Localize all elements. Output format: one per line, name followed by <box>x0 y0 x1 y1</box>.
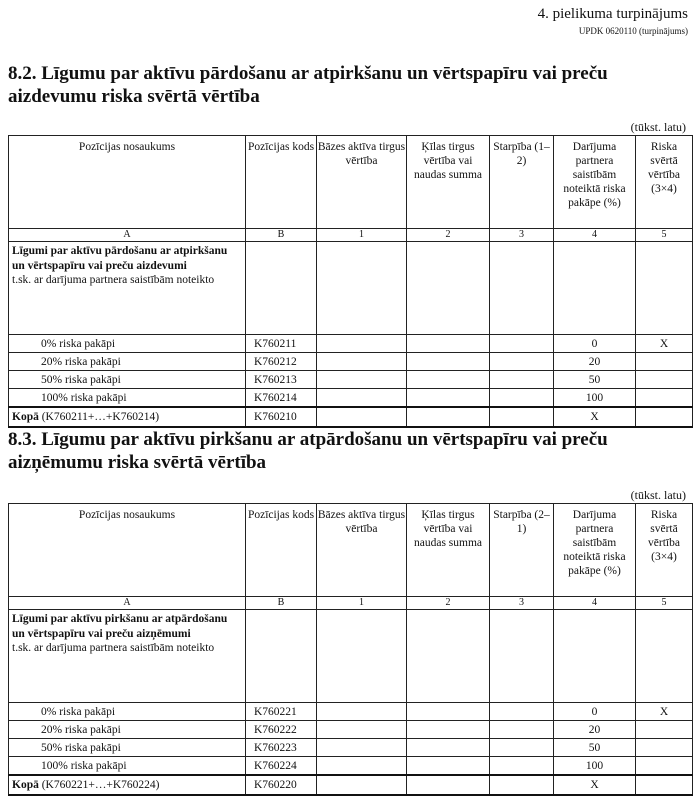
value-cell[interactable] <box>407 703 490 721</box>
letter-5: 5 <box>636 229 693 242</box>
table-row <box>9 371 693 389</box>
value-cell[interactable] <box>407 757 490 776</box>
risk-level-cell: 100 <box>554 757 636 776</box>
intro-heading: Līgumi par aktīvu pirkšanu ar atpārdošanu un vērtspapīru vai preču aizņēmumi <box>12 613 228 640</box>
column-letters-row <box>9 597 693 610</box>
row-code: K760224 <box>246 757 317 776</box>
row-code: K760221 <box>246 703 317 721</box>
column-letters-row <box>9 229 693 242</box>
risk-level-cell: 20 <box>554 721 636 739</box>
value-cell[interactable] <box>317 739 407 757</box>
section-title-8-3: 8.3. Līgumu par aktīvu pirkšanu ar atpārdošanu un vērtspapīru vai preču aizņēmumu riska svērtā vērtība <box>8 429 608 473</box>
value-cell[interactable] <box>317 703 407 721</box>
value-cell[interactable] <box>317 721 407 739</box>
value-cell[interactable] <box>317 389 407 408</box>
weighted-cell[interactable] <box>636 721 693 739</box>
total-label: Kopā (K760221+…+K760224) <box>9 775 246 795</box>
letter-1: 1 <box>317 597 407 610</box>
value-cell[interactable] <box>317 353 407 371</box>
letter-4: 4 <box>554 597 636 610</box>
risk-level-cell: X <box>554 775 636 795</box>
form-code: UPDK 0620110 (turpinājums) <box>578 26 688 36</box>
col-header-risk-level: Darījuma partnera saistībām noteiktā riska pakāpe (%) <box>554 136 636 229</box>
weighted-cell[interactable] <box>636 757 693 776</box>
letter-3: 3 <box>490 229 554 242</box>
value-cell[interactable] <box>317 371 407 389</box>
row-label: 50% riska pakāpi <box>9 739 246 757</box>
letter-b: B <box>246 597 317 610</box>
total-row <box>9 407 693 427</box>
col-header-diff: Starpība (1–2) <box>490 136 554 229</box>
weighted-cell: X <box>636 335 693 353</box>
risk-level-cell: 100 <box>554 389 636 408</box>
value-cell[interactable] <box>407 335 490 353</box>
letter-4: 4 <box>554 229 636 242</box>
row-label: 0% riska pakāpi <box>9 335 246 353</box>
value-cell[interactable] <box>407 389 490 408</box>
weighted-cell[interactable] <box>636 739 693 757</box>
risk-table-8-2 <box>8 135 693 428</box>
risk-level-cell: 0 <box>554 335 636 353</box>
row-label: 20% riska pakāpi <box>9 353 246 371</box>
value-cell[interactable] <box>317 775 407 795</box>
value-cell[interactable] <box>490 721 554 739</box>
intro-cell <box>9 242 246 335</box>
weighted-cell: X <box>636 703 693 721</box>
annex-title: 4. pielikuma turpinājums <box>537 6 688 22</box>
row-label: 0% riska pakāpi <box>9 703 246 721</box>
table-row <box>9 335 693 353</box>
intro-row <box>9 242 693 335</box>
col-header-base: Bāzes aktīva tirgus vērtība <box>317 136 407 229</box>
weighted-cell[interactable] <box>636 407 693 427</box>
row-code: K760212 <box>246 353 317 371</box>
row-code: K760213 <box>246 371 317 389</box>
risk-level-cell: 20 <box>554 353 636 371</box>
col-header-weighted: Riska svērtā vērtība (3×4) <box>636 136 693 229</box>
row-code: K760222 <box>246 721 317 739</box>
table-header-row <box>9 136 693 229</box>
table-row <box>9 353 693 371</box>
intro-row <box>9 610 693 703</box>
value-cell[interactable] <box>317 335 407 353</box>
table-row <box>9 703 693 721</box>
col-header-code: Pozīcijas kods <box>246 136 317 229</box>
weighted-cell[interactable] <box>636 353 693 371</box>
total-code: K760210 <box>246 407 317 427</box>
value-cell[interactable] <box>407 371 490 389</box>
col-header-code: Pozīcijas kods <box>246 504 317 597</box>
section-title-8-2: 8.2. Līgumu par aktīvu pārdošanu ar atpirkšanu un vērtspapīru vai preču aizdevumu riska svērtā vērtība <box>8 63 608 107</box>
letter-2: 2 <box>407 597 490 610</box>
value-cell[interactable] <box>490 335 554 353</box>
row-code: K760214 <box>246 389 317 408</box>
letter-a: A <box>9 597 246 610</box>
risk-level-cell: 0 <box>554 703 636 721</box>
col-header-diff: Starpība (2–1) <box>490 504 554 597</box>
letter-2: 2 <box>407 229 490 242</box>
value-cell[interactable] <box>317 407 407 427</box>
value-cell[interactable] <box>407 775 490 795</box>
table-header-row <box>9 504 693 597</box>
risk-level-cell: 50 <box>554 739 636 757</box>
value-cell[interactable] <box>407 739 490 757</box>
col-header-collateral: Ķīlas tirgus vērtība vai naudas summa <box>407 504 490 597</box>
weighted-cell[interactable] <box>636 389 693 408</box>
row-code: K760211 <box>246 335 317 353</box>
units-label: (tūkst. latu) <box>630 488 686 502</box>
table-row <box>9 721 693 739</box>
value-cell[interactable] <box>407 353 490 371</box>
row-label: 100% riska pakāpi <box>9 389 246 408</box>
letter-1: 1 <box>317 229 407 242</box>
col-header-risk-level: Darījuma partnera saistībām noteiktā riska pakāpe (%) <box>554 504 636 597</box>
value-cell[interactable] <box>317 757 407 776</box>
table-row <box>9 757 693 776</box>
risk-level-cell: 50 <box>554 371 636 389</box>
row-code: K760223 <box>246 739 317 757</box>
letter-b: B <box>246 229 317 242</box>
weighted-cell[interactable] <box>636 371 693 389</box>
letter-3: 3 <box>490 597 554 610</box>
value-cell[interactable] <box>490 757 554 776</box>
col-header-name: Pozīcijas nosaukums <box>9 136 246 229</box>
value-cell[interactable] <box>407 721 490 739</box>
letter-5: 5 <box>636 597 693 610</box>
col-header-weighted: Riska svērtā vērtība (3×4) <box>636 504 693 597</box>
total-code: K760220 <box>246 775 317 795</box>
row-label: 20% riska pakāpi <box>9 721 246 739</box>
value-cell[interactable] <box>490 389 554 408</box>
total-row <box>9 775 693 795</box>
value-cell[interactable] <box>490 775 554 795</box>
value-cell[interactable] <box>490 371 554 389</box>
value-cell[interactable] <box>490 353 554 371</box>
intro-cell <box>9 610 246 703</box>
units-label: (tūkst. latu) <box>630 120 686 134</box>
intro-heading: Līgumi par aktīvu pārdošanu ar atpirkšanu un vērtspapīru vai preču aizdevumi <box>12 245 228 272</box>
weighted-cell[interactable] <box>636 775 693 795</box>
value-cell[interactable] <box>407 407 490 427</box>
total-label: Kopā (K760211+…+K760214) <box>9 407 246 427</box>
value-cell[interactable] <box>490 703 554 721</box>
value-cell[interactable] <box>490 739 554 757</box>
intro-subtext: t.sk. ar darījuma partnera saistībām noteikto <box>12 642 215 654</box>
col-header-base: Bāzes aktīva tirgus vērtība <box>317 504 407 597</box>
col-header-name: Pozīcijas nosaukums <box>9 504 246 597</box>
letter-a: A <box>9 229 246 242</box>
risk-table-8-3 <box>8 503 693 796</box>
table-row <box>9 389 693 408</box>
table-row <box>9 739 693 757</box>
value-cell[interactable] <box>490 407 554 427</box>
row-label: 100% riska pakāpi <box>9 757 246 776</box>
row-label: 50% riska pakāpi <box>9 371 246 389</box>
intro-subtext: t.sk. ar darījuma partnera saistībām noteikto <box>12 274 215 286</box>
col-header-collateral: Ķīlas tirgus vērtība vai naudas summa <box>407 136 490 229</box>
risk-level-cell: X <box>554 407 636 427</box>
